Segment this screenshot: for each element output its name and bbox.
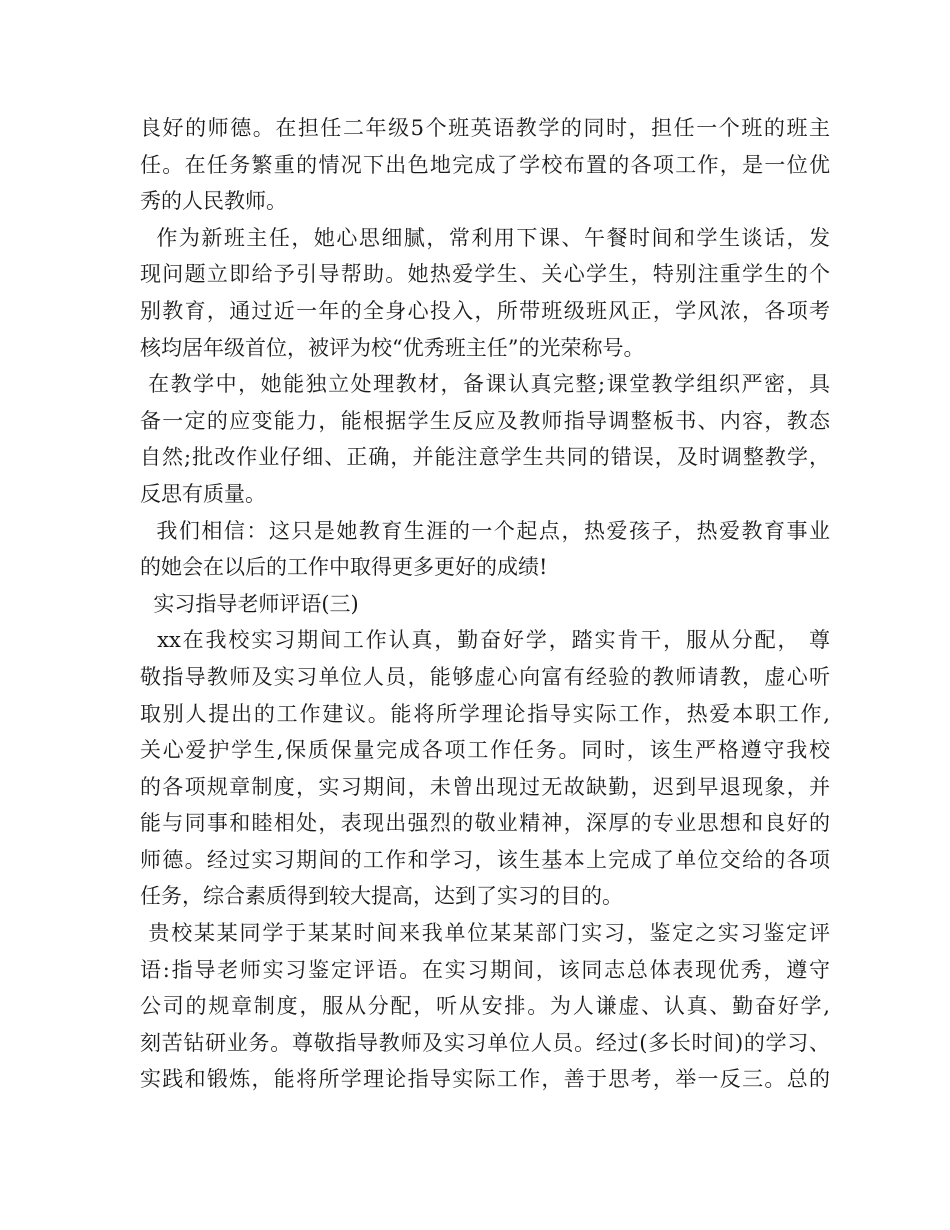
text-line: 任。在任务繁重的情况下出色地完成了学校布置的各项工作，是一位优 bbox=[140, 152, 830, 177]
text-line: 师德。经过实习期间的工作和学习，该生基本上完成了单位交给的各项 bbox=[140, 847, 830, 872]
text-line: 语:指导老师实习鉴定评语。在实习期间，该同志总体表现优秀，遵守 bbox=[140, 957, 830, 982]
text-line: 备一定的应变能力，能根据学生反应及教师指导调整板书、内容，教态 bbox=[140, 408, 830, 433]
text-line: 秀的人民教师。 bbox=[140, 189, 287, 214]
text-line: 核均居年级首位，被评为校“优秀班主任”的光荣称号。 bbox=[140, 335, 645, 360]
text-line: 的她会在以后的工作中取得更多更好的成绩! bbox=[140, 555, 548, 580]
text-line: 在教学中，她能独立处理教材，备课认真完整;课堂教学组织严密，具 bbox=[140, 372, 830, 397]
text-line: 能与同事和睦相处，表现出强烈的敬业精神，深厚的专业思想和良好的 bbox=[140, 811, 830, 836]
text-line: xx在我校实习期间工作认真，勤奋好学，踏实肯干，服从分配， 尊 bbox=[140, 628, 830, 653]
text-line: 自然;批改作业仔细、正确，并能注意学生共同的错误，及时调整教学， bbox=[140, 445, 830, 470]
text-line: 公司的规章制度，服从分配，听从安排。为人谦虚、认真、勤奋好学, bbox=[140, 994, 830, 1019]
text-line: 刻苦钻研业务。尊敬指导教师及实习单位人员。经过(多长时间)的学习、 bbox=[140, 1030, 830, 1055]
text-line: 我们相信：这只是她教育生涯的一个起点，热爱孩子，热爱教育事业 bbox=[140, 518, 830, 543]
text-line: 现问题立即给予引导帮助。她热爱学生、关心学生，特别注重学生的个 bbox=[140, 262, 830, 287]
section-heading: 实习指导老师评语(三) bbox=[140, 591, 359, 616]
text-line: 反思有质量。 bbox=[140, 481, 266, 506]
text-line: 任务，综合素质得到较大提高，达到了实习的目的。 bbox=[140, 884, 623, 909]
text-line: 作为新班主任，她心思细腻，常利用下课、午餐时间和学生谈话，发 bbox=[140, 225, 830, 250]
text-line: 的各项规章制度，实习期间，未曾出现过无故缺勤，迟到早退现象，并 bbox=[140, 774, 830, 799]
text-line: 别教育，通过近一年的全身心投入，所带班级班风正，学风浓，各项考 bbox=[140, 298, 830, 323]
document-body bbox=[140, 110, 830, 1098]
text-line: 良好的师德。在担任二年级5个班英语教学的同时，担任一个班的班主 bbox=[140, 116, 830, 140]
text-line: 敬指导教师及实习单位人员，能够虚心向富有经验的教师请教，虚心听 bbox=[140, 664, 830, 689]
text-line: 贵校某某同学于某某时间来我单位某某部门实习，鉴定之实习鉴定评 bbox=[140, 921, 830, 946]
text-line: 实践和锻炼，能将所学理论指导实际工作，善于思考，举一反三。总的 bbox=[140, 1067, 830, 1092]
text-line: 取别人提出的工作建议。能将所学理论指导实际工作，热爱本职工作, bbox=[140, 701, 830, 726]
text-line: 关心爱护学生,保质保量完成各项工作任务。同时，该生严格遵守我校 bbox=[140, 738, 830, 763]
